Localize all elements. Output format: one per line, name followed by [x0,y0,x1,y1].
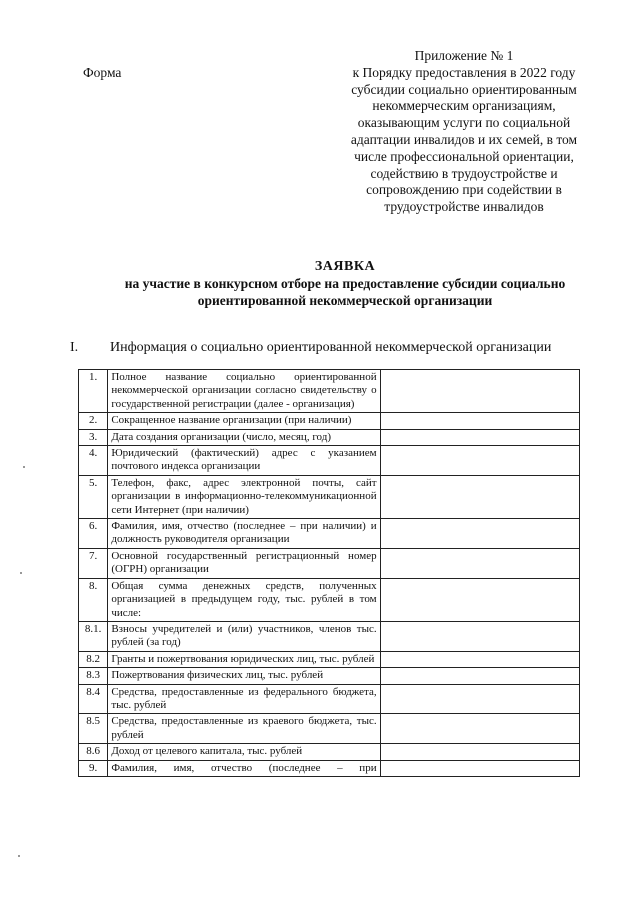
section-title: Информация о социально ориентированной некоммерческой организации [110,340,552,355]
appendix-line: адаптации инвалидов и их семей, в том [350,131,578,147]
table-row [79,684,580,714]
table-row [79,668,580,684]
table-row [79,744,580,760]
row-value-field[interactable] [380,475,579,518]
table-row [79,370,580,413]
form-label: Форма [83,65,122,80]
row-label: Доход от целевого капитала, тыс. рублей [108,744,380,760]
row-number: 8.6 [79,744,108,760]
row-value-field[interactable] [380,760,579,776]
row-label: Пожертвования физических лиц, тыс. рублей [108,668,380,684]
appendix-line: трудоустройстве инвалидов [384,199,544,215]
title-subline: ориентированной некоммерческой организации [197,293,493,308]
row-label: Фамилия, имя, отчество (последнее – при наличии) и должность руководителя организации [108,519,380,549]
row-label: Взносы учредителей и (или) участников, членов тыс. рублей (за год) [108,621,380,651]
row-value-field[interactable] [380,519,579,549]
row-value-field[interactable] [380,668,579,684]
appendix-line: сопровождению при содействии в [366,182,562,198]
row-number: 3. [79,429,108,445]
row-value-field[interactable] [380,446,579,476]
row-value-field[interactable] [380,548,579,578]
row-label: Сокращенное название организации (при наличии) [108,413,380,429]
row-number: 8.2 [79,651,108,667]
row-number: 2. [79,413,108,429]
title-subline: на участие в конкурсном отборе на предоставление субсидии социально [124,276,566,291]
row-number: 8.1. [79,621,108,651]
row-number: 9. [79,760,108,776]
table-row [79,714,580,744]
table-row [79,519,580,549]
section-number: I. [70,340,79,355]
row-value-field[interactable] [380,370,579,413]
appendix-line: некоммерческим организациям, [372,98,556,114]
row-label: Полное название социально ориентированной некоммерческой организации согласно свидетельству о государственной регистрации (далее - организация) [108,370,380,413]
row-number: 5. [79,475,108,518]
row-label: Дата создания организации (число, месяц, год) [108,429,380,445]
row-label: Средства, предоставленные из краевого бюджета, тыс. рублей [108,714,380,744]
row-label: Телефон, факс, адрес электронной почты, сайт организации в информационно-телекоммуникационной сети Интернет (при наличии) [108,475,380,518]
row-value-field[interactable] [380,744,579,760]
appendix-line: содействию в трудоустройстве и [370,165,558,181]
table-row [79,621,580,651]
row-number: 8.5 [79,714,108,744]
row-value-field[interactable] [380,621,579,651]
title-main: ЗАЯВКА [314,259,376,274]
scan-speck [20,572,22,574]
table-row [79,446,580,476]
table-row [79,413,580,429]
row-label: Основной государственный регистрационный номер (ОГРН) организации [108,548,380,578]
table-row [79,429,580,445]
organization-info-table [78,369,580,777]
scan-speck [18,855,20,857]
appendix-line: к Порядку предоставления в 2022 году [352,64,576,80]
row-label: Гранты и пожертвования юридических лиц, тыс. рублей [108,651,380,667]
table-row [79,548,580,578]
scan-speck [23,466,25,468]
document-title [60,258,630,309]
row-label: Общая сумма денежных средств, полученных организацией в предыдущем году, тыс. рублей в том числе: [108,578,380,621]
row-number: 4. [79,446,108,476]
appendix-line: оказывающим услуги по социальной [357,115,571,131]
row-value-field[interactable] [380,651,579,667]
appendix-line: субсидии социально ориентированным [351,81,577,97]
row-number: 8.4 [79,684,108,714]
appendix-note [330,48,598,216]
row-number: 1. [79,370,108,413]
row-number: 6. [79,519,108,549]
appendix-line: Приложение № 1 [414,48,514,63]
table-row [79,475,580,518]
row-value-field[interactable] [380,578,579,621]
table-row [79,578,580,621]
row-value-field[interactable] [380,429,579,445]
row-value-field[interactable] [380,413,579,429]
row-number: 7. [79,548,108,578]
row-label: Средства, предоставленные из федерального бюджета, тыс. рублей [108,684,380,714]
row-number: 8. [79,578,108,621]
row-number: 8.3 [79,668,108,684]
row-label: Юридический (фактический) адрес с указанием почтового индекса организации [108,446,380,476]
row-label: Фамилия, имя, отчество (последнее – при [108,760,380,776]
table-row [79,760,580,776]
table-row [79,651,580,667]
row-value-field[interactable] [380,684,579,714]
row-value-field[interactable] [380,714,579,744]
appendix-line: числе профессиональной ориентации, [354,148,574,164]
